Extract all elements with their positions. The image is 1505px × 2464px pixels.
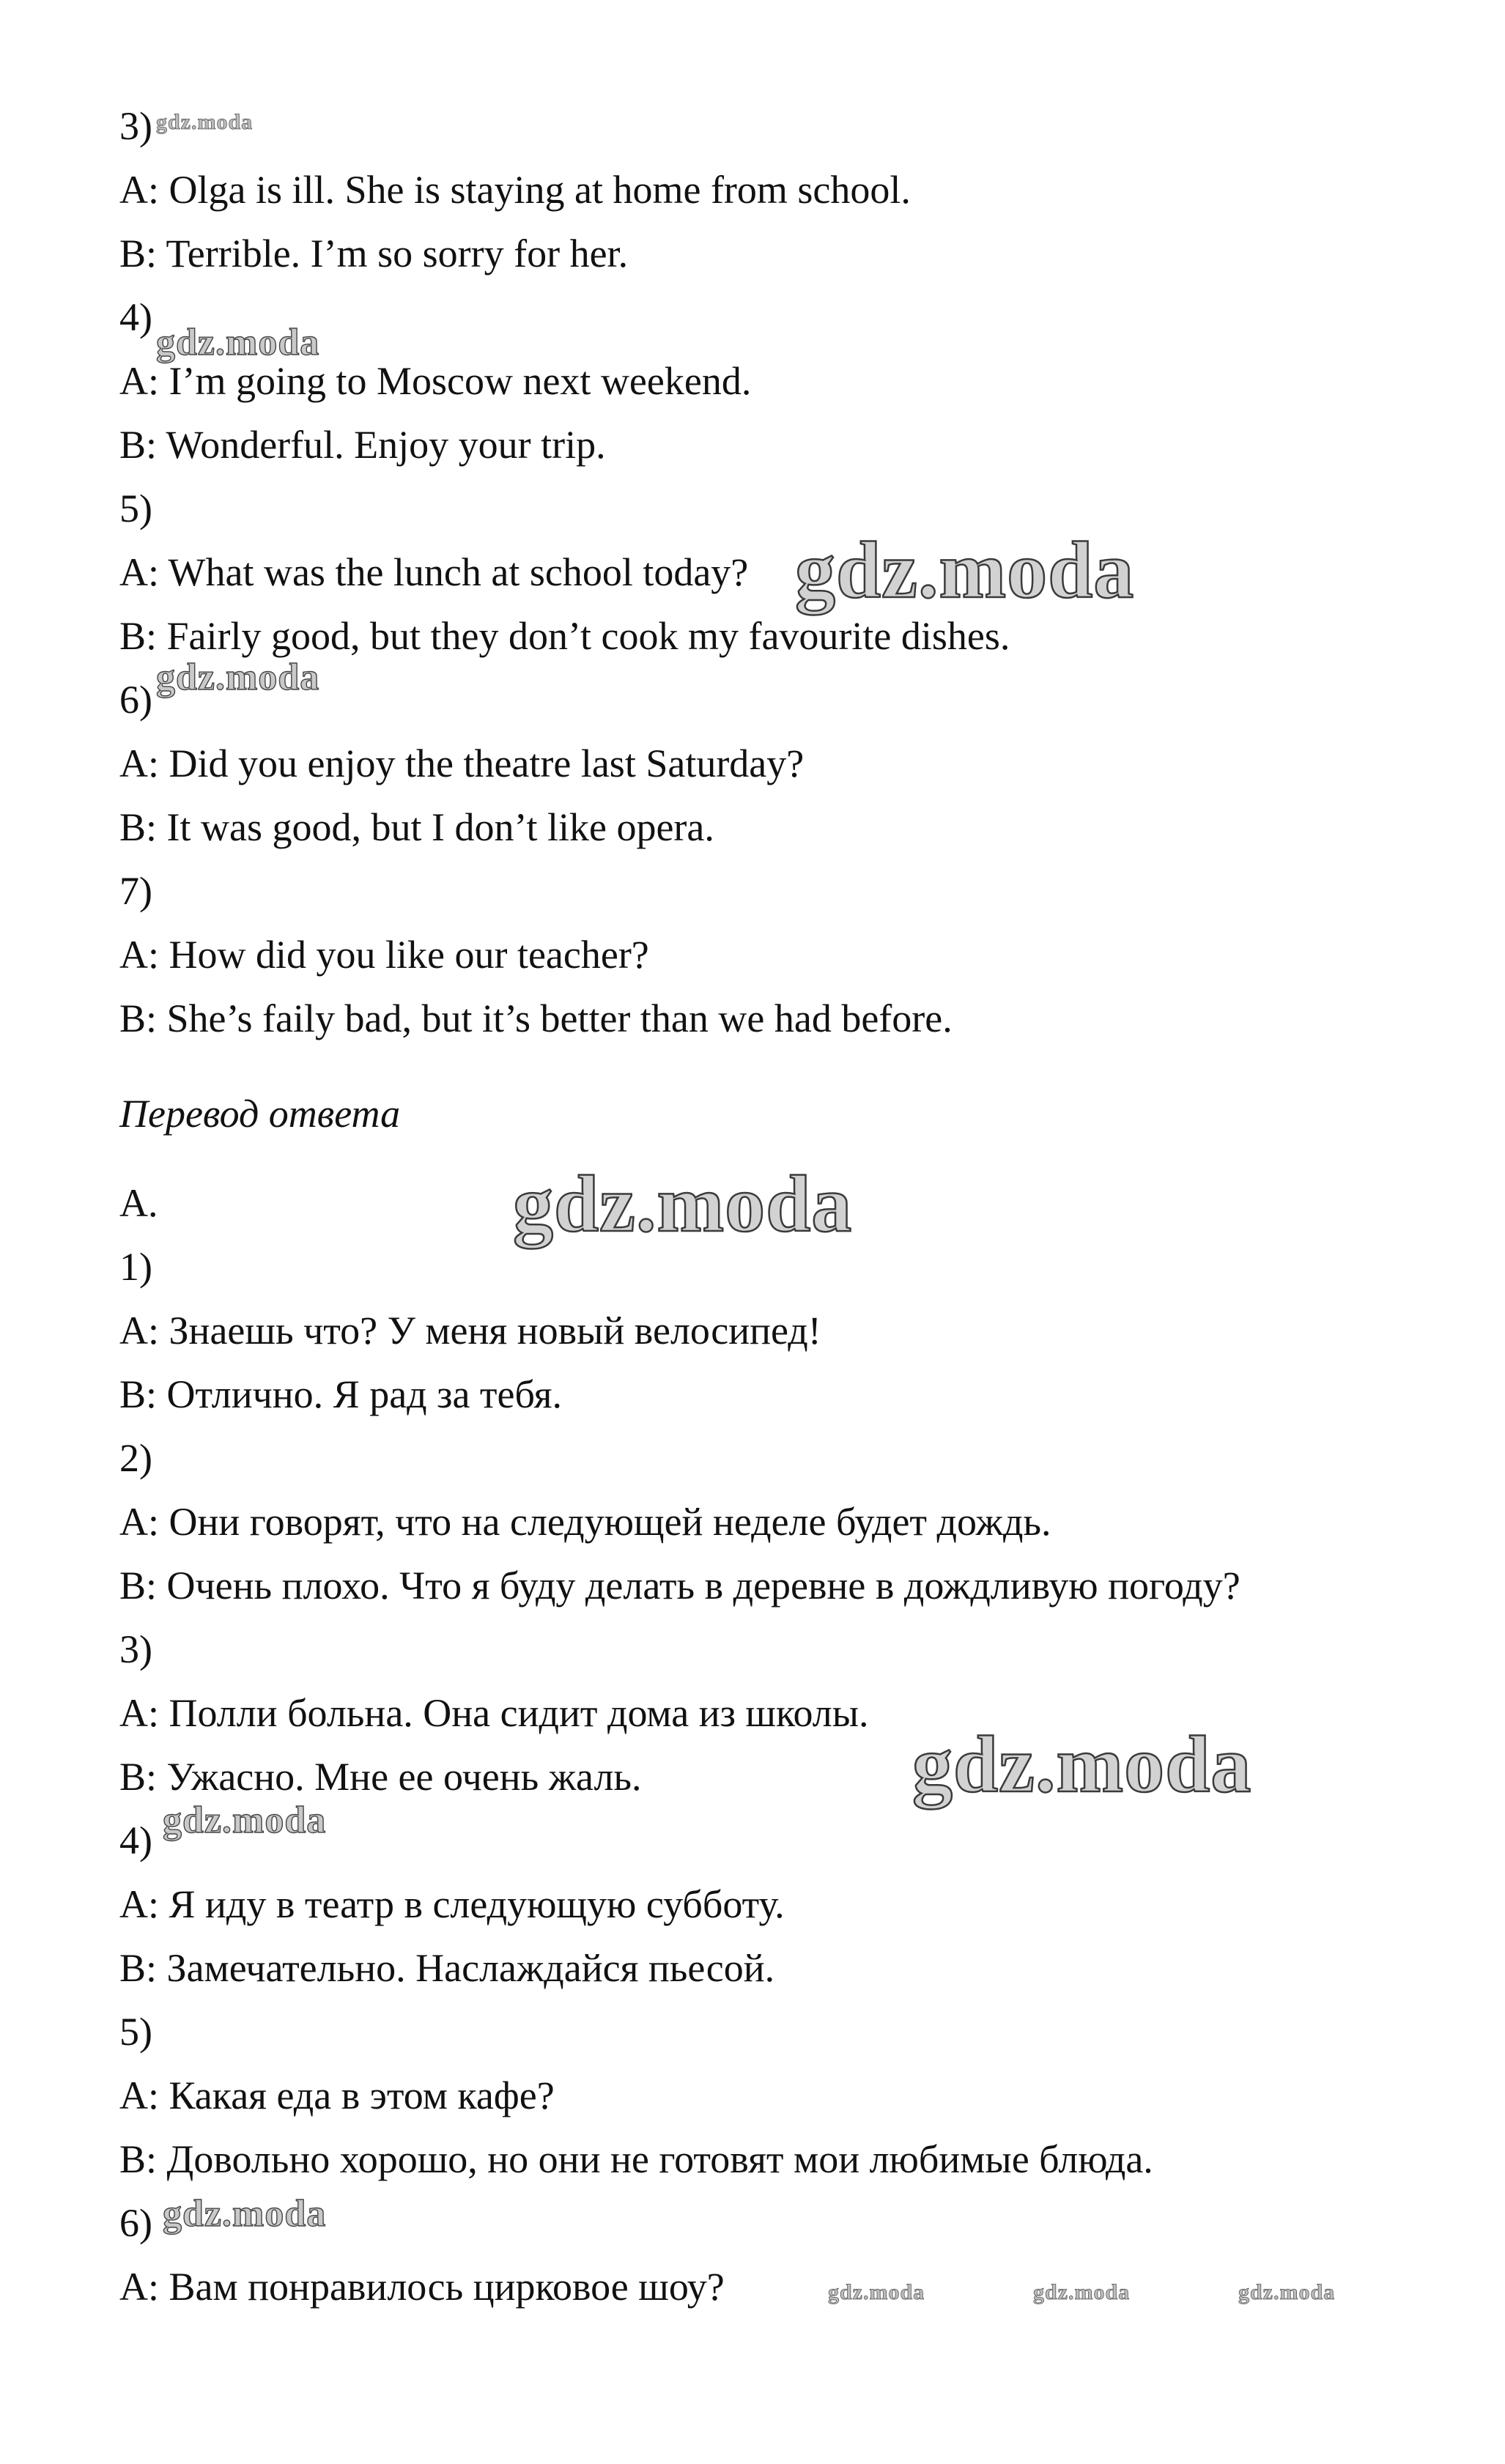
- translation-item-6-number: 6): [119, 2201, 152, 2245]
- translation-item-2-number: 2): [119, 1436, 152, 1480]
- translation-item-4-line-b: B: Замечательно. Наслаждайся пьесой.: [119, 1946, 775, 1990]
- translation-item-4-line-a: A: Я иду в театр в следующую субботу.: [119, 1882, 785, 1926]
- translation-heading: Перевод ответа: [119, 1092, 401, 1136]
- item-5-line-a: A: What was the lunch at school today?: [119, 550, 749, 594]
- item-3-number: 3): [119, 104, 152, 148]
- translation-item-1-line-a: A: Знаешь что? У меня новый велосипед!: [119, 1309, 821, 1353]
- translation-item-1-line-b: B: Отлично. Я рад за тебя.: [119, 1372, 562, 1416]
- translation-item-5-number: 5): [119, 2010, 152, 2054]
- watermark-logo: gdz.moda: [156, 656, 320, 698]
- item-6-line-b: B: It was good, but I don’t like opera.: [119, 805, 714, 849]
- watermark-logo: gdz.moda: [513, 1159, 853, 1248]
- item-7-line-b: B: She’s faily bad, but it’s better than we had before.: [119, 996, 953, 1040]
- watermark-logo: gdz.moda: [1033, 2280, 1131, 2304]
- item-3-line-a: A: Olga is ill. She is staying at home from school.: [119, 168, 911, 212]
- translation-item-1-number: 1): [119, 1245, 152, 1289]
- translation-item-5-line-b: B: Довольно хорошо, но они не готовят мои любимые блюда.: [119, 2137, 1153, 2181]
- translation-item-6-line-a: A: Вам понравилось цирковое шоу?: [119, 2265, 725, 2309]
- translation-item-2-line-b: B: Очень плохо. Что я буду делать в деревне в дождливую погоду?: [119, 1564, 1240, 1607]
- item-4-line-a: A: I’m going to Moscow next weekend.: [119, 359, 752, 403]
- watermark-logo: gdz.moda: [163, 2193, 327, 2235]
- item-5-number: 5): [119, 486, 152, 530]
- item-4-number: 4): [119, 295, 152, 339]
- translation-item-3-number: 3): [119, 1627, 152, 1671]
- item-4-line-b: B: Wonderful. Enjoy your trip.: [119, 423, 606, 467]
- item-7-line-a: A: How did you like our teacher?: [119, 933, 649, 977]
- watermark-logo: gdz.moda: [156, 322, 320, 363]
- translation-item-3-line-a: A: Полли больна. Она сидит дома из школы.: [119, 1691, 869, 1735]
- item-7-number: 7): [119, 869, 152, 913]
- translation-item-4-number: 4): [119, 1819, 152, 1862]
- watermark-logo: gdz.moda: [795, 525, 1135, 615]
- watermark-logo: gdz.moda: [1238, 2280, 1336, 2304]
- translation-section-label: A.: [119, 1181, 158, 1225]
- item-5-line-b: B: Fairly good, but they don’t cook my favourite dishes.: [119, 614, 1010, 658]
- translation-item-5-line-a: A: Какая еда в этом кафе?: [119, 2073, 555, 2117]
- item-3-line-b: B: Terrible. I’m so sorry for her.: [119, 232, 629, 275]
- watermark-logo: gdz.moda: [156, 110, 254, 134]
- item-6-number: 6): [119, 678, 152, 722]
- watermark-logo: gdz.moda: [828, 2280, 925, 2304]
- translation-item-3-line-b: B: Ужасно. Мне ее очень жаль.: [119, 1755, 642, 1799]
- item-6-line-a: A: Did you enjoy the theatre last Saturday?: [119, 741, 805, 785]
- watermark-logo: gdz.moda: [912, 1720, 1252, 1809]
- translation-item-2-line-a: A: Они говорят, что на следующей неделе будет дождь.: [119, 1500, 1051, 1544]
- watermark-logo: gdz.moda: [163, 1799, 327, 1841]
